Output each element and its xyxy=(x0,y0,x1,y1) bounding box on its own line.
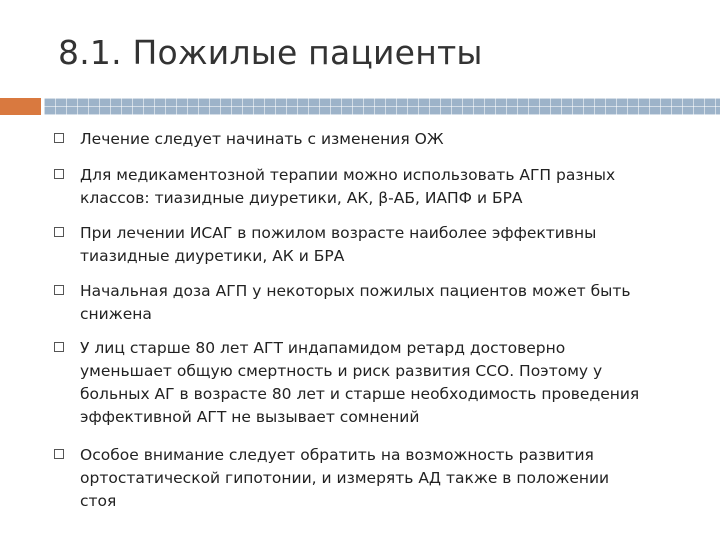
square-bullet-icon xyxy=(54,342,64,352)
bullet-line: Лечение следует начинать с изменения ОЖ xyxy=(80,130,444,148)
square-bullet-icon xyxy=(54,285,64,295)
bullet-line: стоя xyxy=(80,492,117,510)
square-bullet-icon xyxy=(54,133,64,143)
bullet-line: При лечении ИСАГ в пожилом возрасте наиболее эффективны xyxy=(80,224,597,242)
square-bullet-icon xyxy=(54,449,64,459)
bullet-line: больных АГ в возрасте 80 лет и старше необходимость проведения xyxy=(80,385,640,403)
list-item xyxy=(80,128,700,151)
list-item xyxy=(80,280,700,326)
list-item xyxy=(80,222,700,268)
bullet-line: тиазидные диуретики, АК и БРА xyxy=(80,247,345,265)
square-bullet-icon xyxy=(54,227,64,237)
bullet-line: классов: тиазидные диуретики, АК, β-АБ, ИАПФ и БРА xyxy=(80,189,523,207)
slide-title: 8.1. Пожилые пациенты xyxy=(58,33,483,72)
list-item xyxy=(80,444,700,513)
list-item xyxy=(80,337,700,429)
bullet-line: эффективной АГТ не вызывает сомнений xyxy=(80,408,420,426)
bullet-line: ортостатической гипотонии, и измерять АД также в положении xyxy=(80,469,610,487)
square-bullet-icon xyxy=(54,169,64,179)
bullet-line: уменьшает общую смертность и риск развития ССО. Поэтому у xyxy=(80,362,603,380)
title-divider-bar xyxy=(44,98,720,115)
bullet-line: У лиц старше 80 лет АГТ индапамидом ретард достоверно xyxy=(80,339,566,357)
list-item xyxy=(80,164,700,210)
accent-bar xyxy=(0,98,41,115)
bullet-line: Начальная доза АГП у некоторых пожилых пациентов может быть xyxy=(80,282,631,300)
bullet-line: Особое внимание следует обратить на возможность развития xyxy=(80,446,594,464)
bullet-line: снижена xyxy=(80,305,152,323)
bullet-line: Для медикаментозной терапии можно использовать АГП разных xyxy=(80,166,616,184)
